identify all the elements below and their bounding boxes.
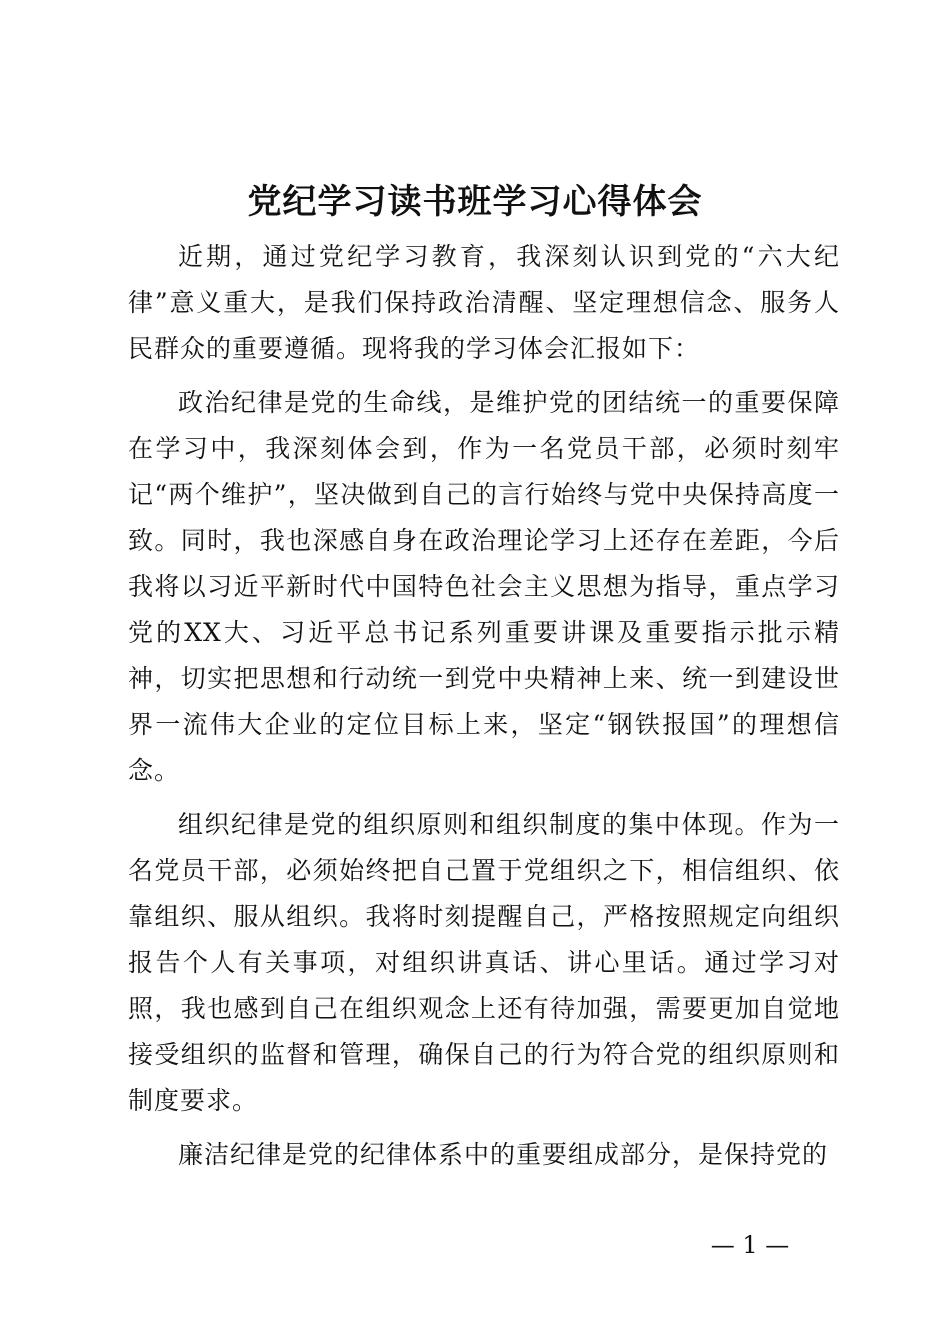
paragraph-integrity-discipline: 廉洁纪律是党的纪律体系中的重要组成部分，是保持党的 <box>178 1140 829 1169</box>
document-title: 党纪学习读书班学习心得体会 <box>247 182 703 222</box>
paragraph-organizational-discipline: 组织纪律是党的组织原则和组织制度的集中体现。作为一名党员干部，必须始终把自己置于党组织之下，相信组织、依靠组织、服从组织。我将时刻提醒自己，严格按照规定向组织报告个人有关事项，对组织讲真话、讲心里话。通过学习对照，我也感到自己在组织观念上还有待加强，需要更加自觉地接受组织的监督和管理，确保自己的行为符合党的组织原则和制度要求。 <box>128 810 840 1115</box>
page-number: — 1 — <box>710 1231 790 1259</box>
paragraph-political-discipline: 政治纪律是党的生命线，是维护党的团结统一的重要保障在学习中，我深刻体会到，作为一名党员干部，必须时刻牢记“两个维护”，坚决做到自己的言行始终与党中央保持高度一致。同时，我也深感自身在政治理论学习上还存在差距，今后我将以习近平新时代中国特色社会主义思想为指导，重点学习党的XX大、习近平总书记系列重要讲课及重要指示批示精神，切实把思想和行动统一到党中央精神上来、统一到建设世界一流伟大企业的定位目标上来，坚定“钢铁报国”的理想信念。 <box>128 388 840 785</box>
document-body <box>128 234 840 1186</box>
paragraph-intro: 近期，通过党纪学习教育，我深刻认识到党的“六大纪律”意义重大，是我们保持政治清醒、坚定理想信念、服务人民群众的重要遵循。现将我的学习体会汇报如下： <box>128 242 840 363</box>
